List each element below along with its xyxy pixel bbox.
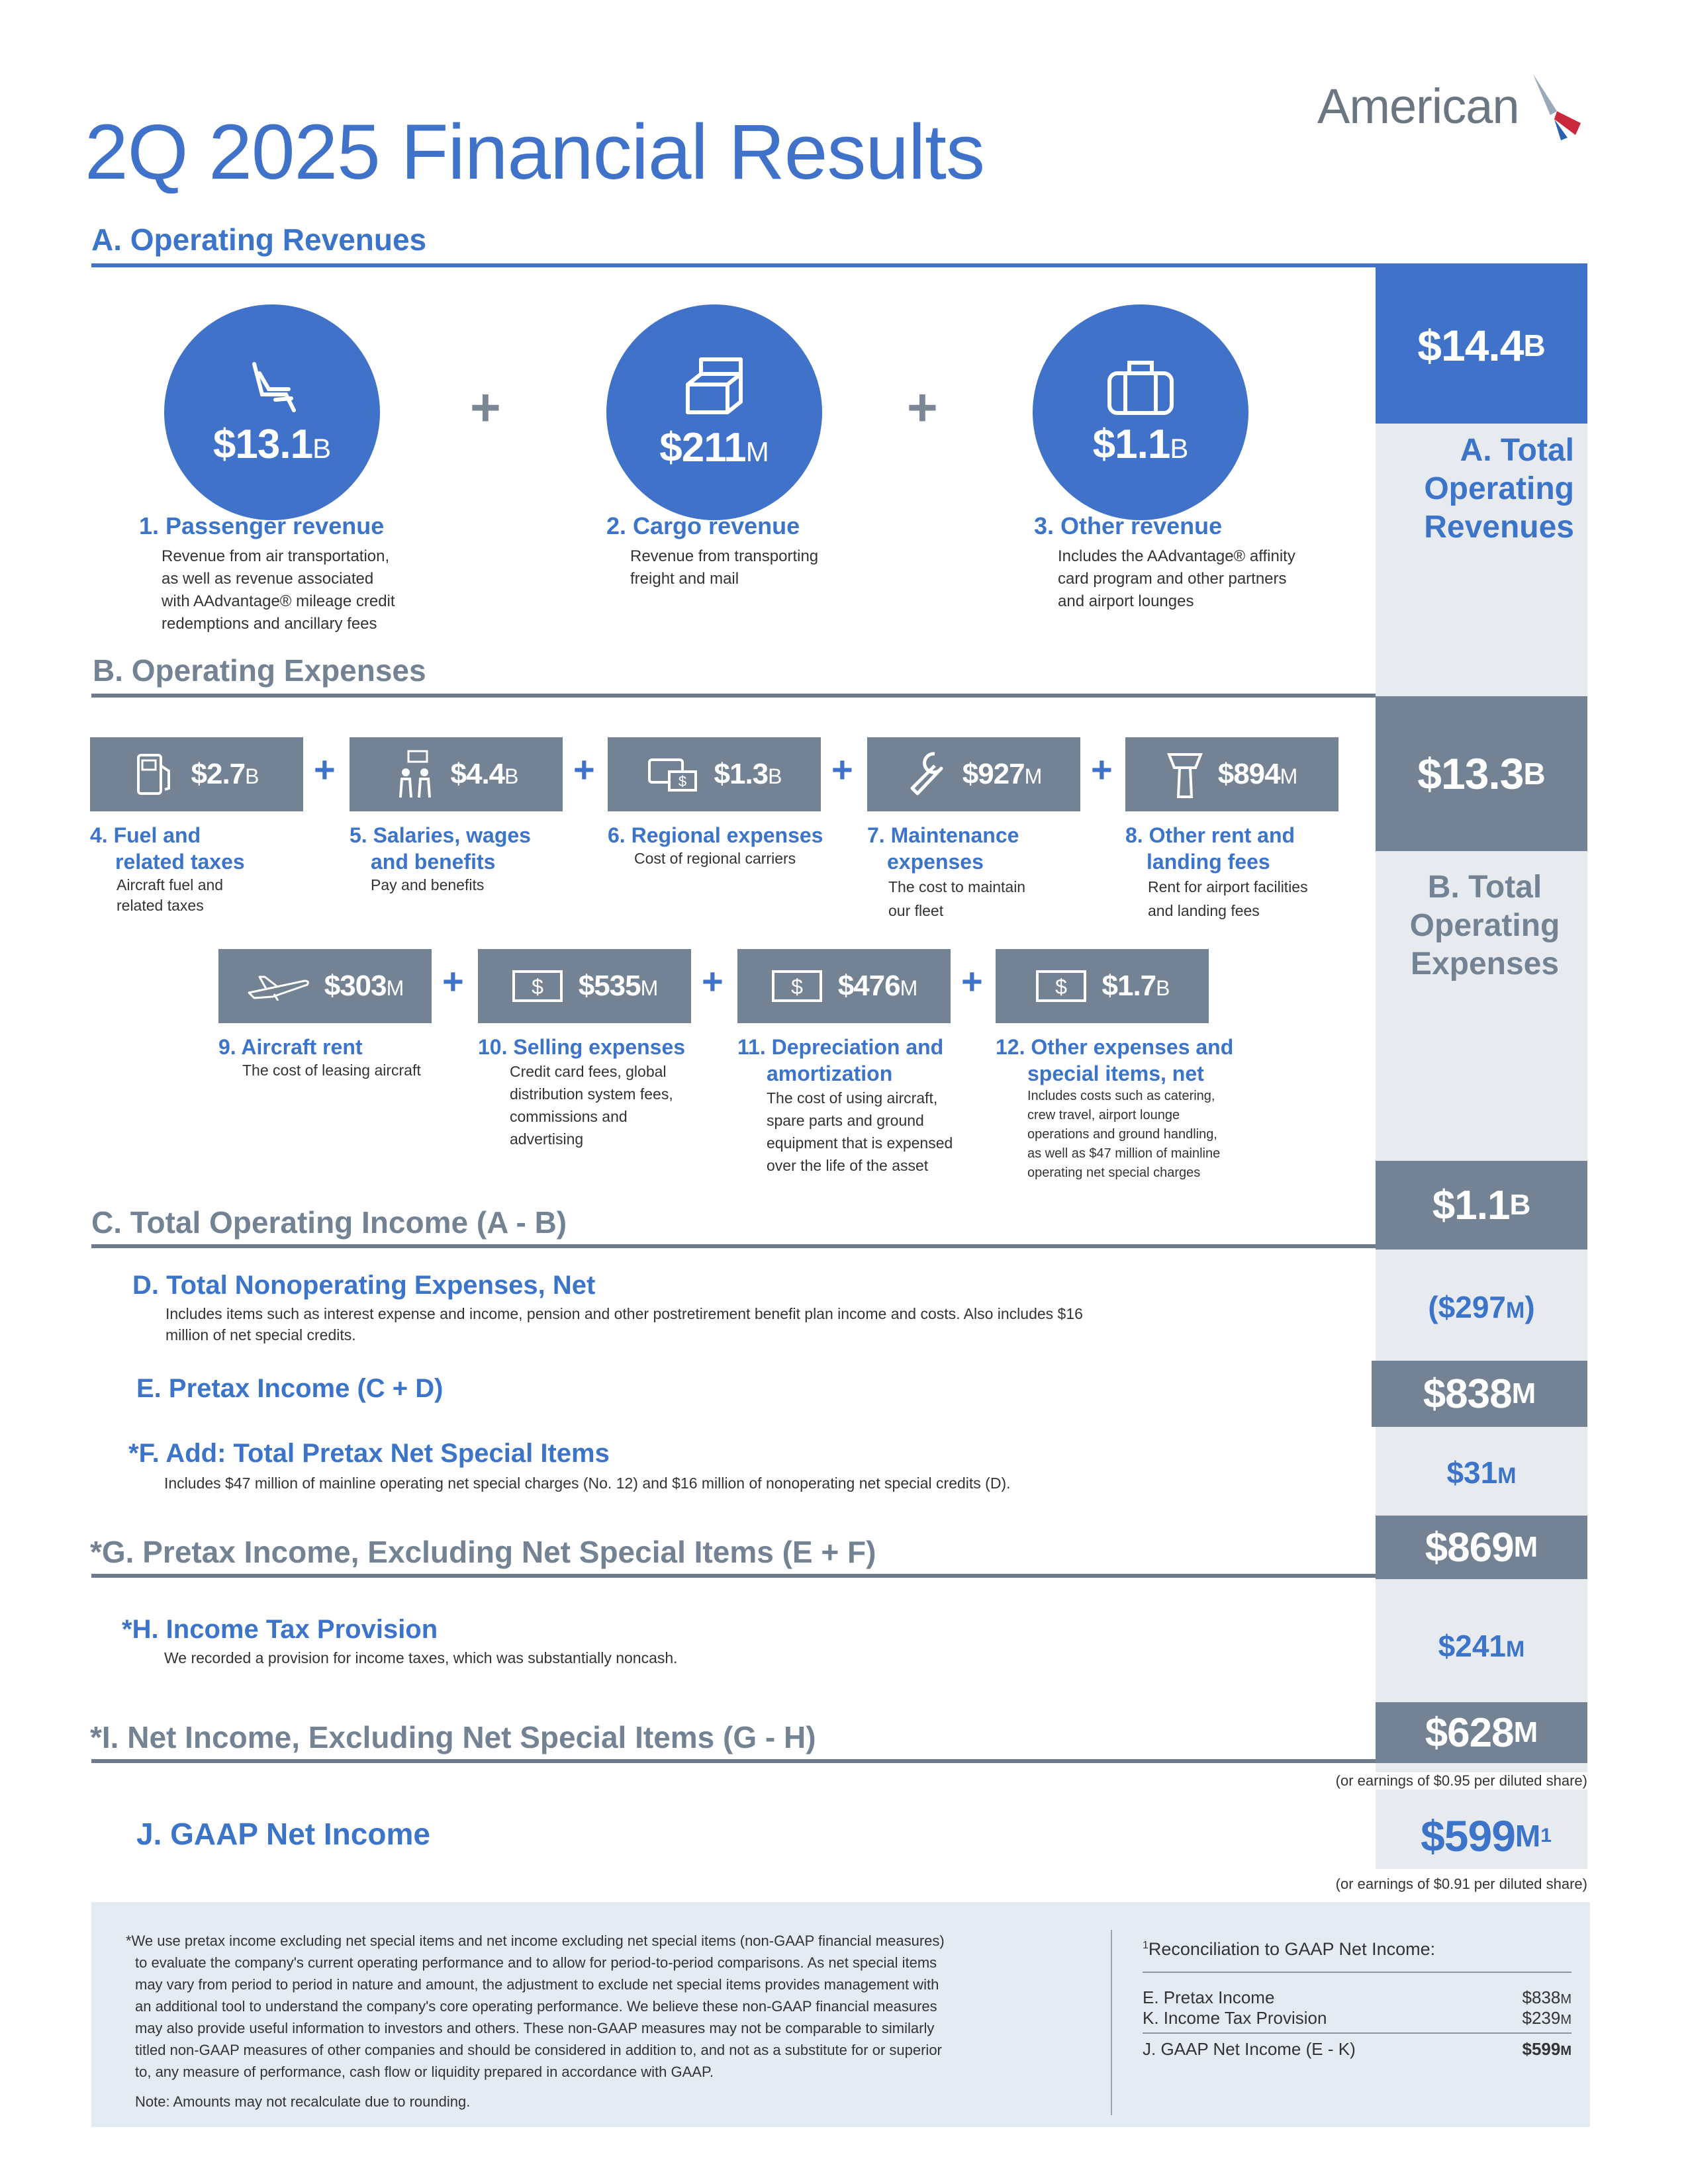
row-j-label: J. GAAP Net Income xyxy=(136,1817,430,1851)
row-j-value: $599 M 1 xyxy=(1385,1805,1587,1866)
reconciliation-total-row: J. GAAP Net Income (E - K) $599M xyxy=(1143,2039,1571,2059)
rent-landing-expense-label: 8. Other rent and landing fees Rent for airport facilities and landing fees xyxy=(1125,823,1308,919)
plus-sign: + xyxy=(831,749,853,790)
selling-expense-label: 10. Selling expenses Credit card fees, global distribution system fees, commissions and advertising xyxy=(478,1035,686,1148)
row-h-value: $241M xyxy=(1438,1629,1525,1663)
svg-text:$: $ xyxy=(1055,975,1067,999)
row-c-rule xyxy=(91,1244,1376,1248)
flight-symbol-icon xyxy=(1528,71,1594,144)
row-j-eps-note: (or earnings of $0.91 per diluted share) xyxy=(1335,1876,1587,1892)
row-g-label: *G. Pretax Income, Excluding Net Special Items (E + F) xyxy=(90,1535,876,1569)
row-d-value: ($297M) xyxy=(1428,1290,1535,1324)
money-bill-icon xyxy=(1035,969,1088,1003)
plus-sign: + xyxy=(1091,749,1113,790)
wrench-icon xyxy=(906,750,948,799)
aircraft-rent-label: 9. Aircraft rent The cost of leasing aircraft xyxy=(218,1035,421,1079)
salaries-expense-box: $4.4B xyxy=(350,737,563,811)
reconciliation-table: $^1$Reconciliation to GAAP Net Income: E. Pretax Income $838M K. Income Tax Provision $239M J. GAAP Net Income (E - K) $599M xyxy=(1143,1939,1571,2059)
rent-landing-expense-box: $894M xyxy=(1125,737,1338,811)
footer-divider xyxy=(1111,1930,1112,2115)
other-expenses-box: $ $1.7B xyxy=(996,949,1209,1023)
total-revenues-label: A. Total Operating Revenues xyxy=(1424,433,1574,545)
regional-expense-label: 6. Regional expenses Cost of regional carriers xyxy=(608,823,823,867)
svg-text:$: $ xyxy=(531,975,543,999)
boxes-icon xyxy=(681,354,747,418)
maintenance-expense-box: $927M xyxy=(867,737,1080,811)
plus-sign: + xyxy=(961,960,983,1002)
reconciliation-row: E. Pretax Income $838M xyxy=(1143,1987,1571,2007)
fuel-expense-label: 4. Fuel and related taxes Aircraft fuel and related taxes xyxy=(90,823,245,914)
row-c-label: C. Total Operating Income (A - B) xyxy=(91,1205,567,1240)
page-title: 2Q 2025 Financial Results xyxy=(85,109,984,196)
depreciation-expense-box: $ $476M xyxy=(737,949,951,1023)
money-bill-icon xyxy=(771,969,823,1003)
section-a-rule xyxy=(91,263,1587,267)
svg-text:$: $ xyxy=(790,975,803,999)
ticket-money-icon xyxy=(647,754,700,794)
luggage-icon xyxy=(1104,357,1177,417)
plus-sign: + xyxy=(470,378,501,437)
row-i-eps-note: (or earnings of $0.95 per diluted share) xyxy=(1258,1772,1587,1790)
section-b-rule xyxy=(91,694,1376,698)
row-g-value: $869 M xyxy=(1376,1516,1587,1579)
row-g-rule xyxy=(91,1574,1376,1578)
logo-wordmark: American xyxy=(1317,79,1519,134)
aircraft-rent-expense-box: $303M xyxy=(218,949,432,1023)
other-revenue-circle: $1.1B xyxy=(1033,304,1248,520)
selling-expense-box: $ $535M xyxy=(478,949,691,1023)
plus-sign: + xyxy=(702,960,724,1002)
section-a-heading: A. Operating Revenues xyxy=(91,222,427,257)
american-logo xyxy=(1317,66,1595,146)
section-b-heading: B. Operating Expenses xyxy=(93,653,426,688)
people-money-icon xyxy=(394,750,436,799)
plus-sign: + xyxy=(907,378,938,437)
passenger-revenue-circle: $13.1B xyxy=(164,304,380,520)
money-bill-icon xyxy=(511,969,564,1003)
fuel-expense-box: $2.7B xyxy=(90,737,303,811)
row-h: *H. Income Tax Provision We recorded a provision for income taxes, which was substantially noncash. xyxy=(122,1615,678,1666)
non-gaap-footnote: *We use pretax income excluding net special items and net income excluding net special items (non-GAAP financial measures) to evaluate the company's current operating performance and to allow for period-to-period comparisons. As net special items may vary from period to period in nature and amount, the adjustment to exclude net special items provides management with an additional tool to understand the company's core operating performance. We believe these non-GAAP financial measures may also provide useful information to investors and others. These non-GAAP measures may not be comparable to similarly titled non-GAAP measures of other companies and should be considered in addition to, and not as a substitute for or superior to, any measure of performance, cash flow or liquidity prepared in accordance with GAAP. Note: Amounts may not recalculate due to rounding. xyxy=(126,1933,945,2110)
control-tower-icon xyxy=(1166,749,1203,799)
depreciation-expense-label: 11. Depreciation and amortization The cost of using aircraft, spare parts and ground equipment that is expensed over the life of the asset xyxy=(737,1035,953,1174)
total-expenses-box: $13.3 B xyxy=(1376,696,1587,851)
salaries-expense-label: 5. Salaries, wages and benefits Pay and benefits xyxy=(350,823,531,893)
row-f: *F. Add: Total Pretax Net Special Items Includes $47 million of mainline operating net special charges (No. 12) and $16 million of nonoperating net special credits (D). xyxy=(128,1439,1011,1492)
regional-expense-box: $ $1.3B xyxy=(608,737,821,811)
cargo-revenue-circle: $211M xyxy=(606,304,822,520)
cargo-revenue-label: 2. Cargo revenue Revenue from transporting freight and mail xyxy=(606,512,819,588)
row-e-label: E. Pretax Income (C + D) xyxy=(136,1374,444,1403)
plus-sign: + xyxy=(573,749,595,790)
passenger-revenue-label: 1. Passenger revenue Revenue from air transportation, as well as revenue associated with AAdvantage® mileage credit redemptions and ancillary fees xyxy=(139,512,395,633)
reconciliation-row: K. Income Tax Provision $239M xyxy=(1143,2008,1571,2028)
row-f-value: $31M xyxy=(1446,1455,1517,1490)
svg-text:$: $ xyxy=(678,773,686,790)
plus-sign: + xyxy=(314,749,336,790)
fuel-pump-icon xyxy=(134,751,177,797)
airplane-icon xyxy=(246,972,310,1001)
row-d: D. Total Nonoperating Expenses, Net Includes items such as interest expense and income, pension and other postretirement benefit plan income and costs. Also includes $16 million of net special credits. xyxy=(132,1271,1083,1343)
total-revenues-box: $14.4 B xyxy=(1376,267,1587,424)
plus-sign: + xyxy=(442,960,464,1002)
row-c-value: $1.1 B xyxy=(1376,1161,1587,1250)
total-expenses-label: B. Total Operating Expenses xyxy=(1409,870,1560,981)
other-revenue-label: 3. Other revenue Includes the AAdvantage® affinity card program and other partners and airport lounges xyxy=(1034,512,1295,610)
row-i-rule xyxy=(91,1759,1376,1763)
other-expenses-label: 12. Other expenses and special items, net Includes costs such as catering, crew travel, airport lounge operations and ground handling, as well as $47 million of mainline operating net special charges xyxy=(996,1035,1234,1180)
row-i-value: $628 M xyxy=(1376,1702,1587,1763)
seat-icon xyxy=(242,357,302,417)
maintenance-expense-label: 7. Maintenance expenses The cost to maintain our fleet xyxy=(867,823,1026,919)
row-e-value: $838 M xyxy=(1372,1361,1587,1427)
row-i-label: *I. Net Income, Excluding Net Special Items (G - H) xyxy=(90,1720,816,1754)
